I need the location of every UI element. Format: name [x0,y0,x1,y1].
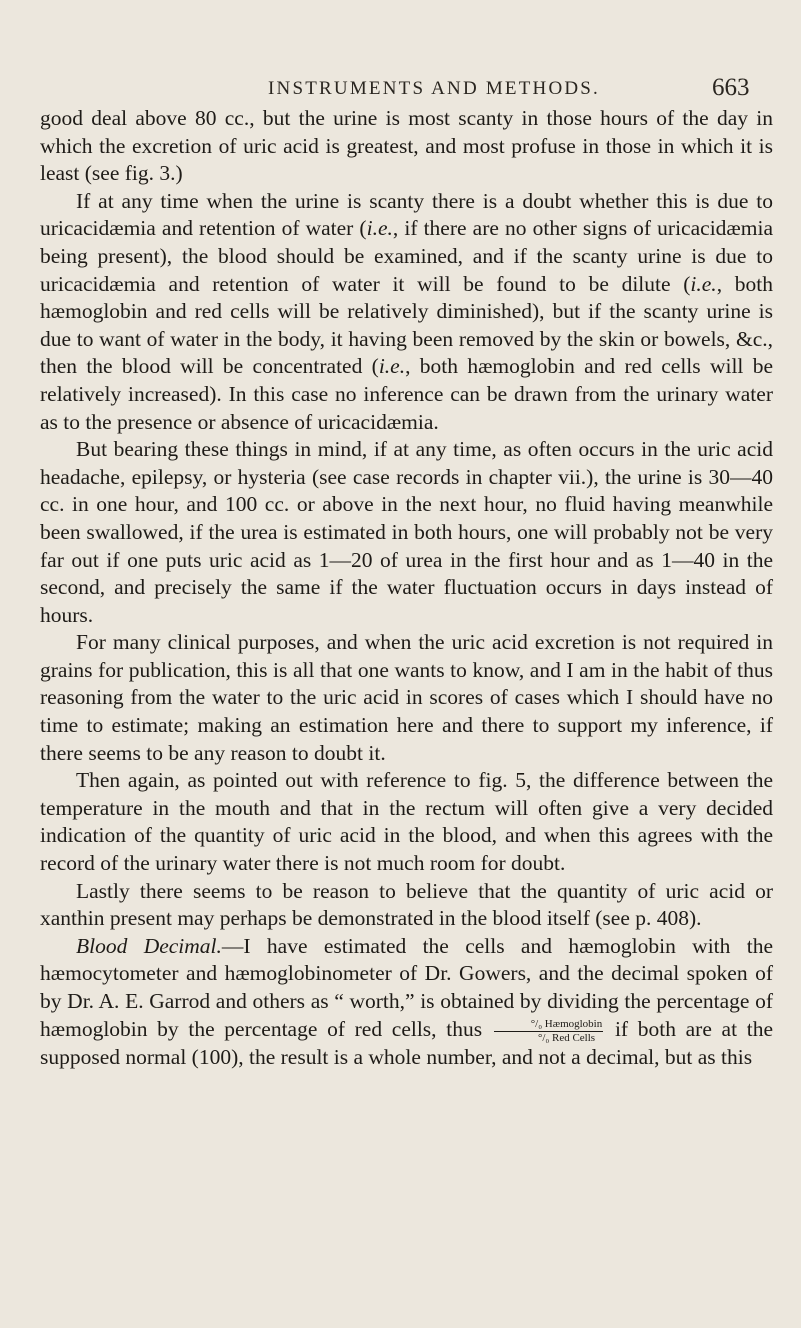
paragraph-xanthin: Lastly there seems to be reason to believe that the quantity of uric acid or xanthin present may perhaps be demonstrated in the blood itself (see p. 408). [40,878,773,931]
text-run: , both hæmoglobin and red cells will be relatively diminished), but if the scanty urine is due to want of water in the body, it having been removed by the skin or bowels, &c., then the blood will be concentrated ( [40,271,773,379]
text-run: , both hæmoglobin and red cells will be relatively increased). In this case no inference can be drawn from the urinary water as to the presence or absence of uricacidæmia. [40,354,773,434]
fraction-haemoglobin-over-red-cells [494,1019,604,1044]
italic-ie: i.e. [366,216,393,241]
section-heading-blood-decimal: Blood Decimal. [76,933,222,958]
page-number: 663 [712,74,750,101]
text-run: if both are at the supposed normal (100), the result is a whole number, and not a decimal, but as this [40,1016,774,1069]
fraction-numerator: °/₀ Hæmoglobin [494,1019,604,1032]
text-run: —I have estimated the cells and hæmoglobin with the hæmocytometer and hæmoglobinometer of Dr. Gowers, and the decimal spoken of by Dr. A. E. Garrod and others as “ worth,” is obtained by dividing the percentage of hæmoglobin by the percentage of red cells, thus [40,933,773,1041]
paragraph-scanty-urine [40,188,773,436]
italic-ie: i.e. [378,354,406,379]
paragraph-continued: good deal above 80 cc., but the urine is most scanty in those hours of the day in which the excretion of uric acid is greatest, and most profuse in those in which it is least (see fig. 3.) [40,106,773,186]
running-title: INSTRUMENTS AND METHODS. [268,78,601,99]
paragraph-blood-decimal [40,933,773,1071]
text-run: If at any time when the urine is scanty there is a doubt whether this is due to uricacidæmia and retention of water ( [40,188,773,241]
italic-ie: i.e. [690,271,717,296]
paragraph-clinical-purposes: For many clinical purposes, and when the uric acid excretion is not required in grains for publication, this is all that one wants to know, and I am in the habit of thus reasoning from the water to the uric acid in scores of cases which I should have no time to estimate; making an estimation here and there to support my inference, if there seems to be any reason to doubt it. [40,630,773,765]
body-text [40,105,773,1071]
paragraph-bearing-in-mind: But bearing these things in mind, if at any time, as often occurs in the uric acid headache, epilepsy, or hysteria (see case records in chapter vii.), the urine is 30—40 cc. in one hour, and 100 cc. or above in the next hour, no fluid having meanwhile been swallowed, if the urea is estimated in both hours, one will probably not be very far out if one puts uric acid as 1—20 of urea in the first hour and as 1—40 in the second, and precisely the same if the water fluctuation occurs in days instead of hours. [40,437,773,627]
fraction-denominator: °/₀ Red Cells [537,1031,596,1044]
text-run: , if there are no other signs of uricacidæmia being present), the blood should be examined, and if the scanty urine is due to uricacidæmia and retention of water it will be found to be dilute ( [40,216,773,296]
paragraph-temperature: Then again, as pointed out with reference to fig. 5, the difference between the temperature in the mouth and that in the rectum will often give a very decided indication of the quantity of uric acid in the blood, and when this agrees with the record of the urinary water there is not much room for doubt. [40,768,773,876]
running-head [0,74,801,102]
